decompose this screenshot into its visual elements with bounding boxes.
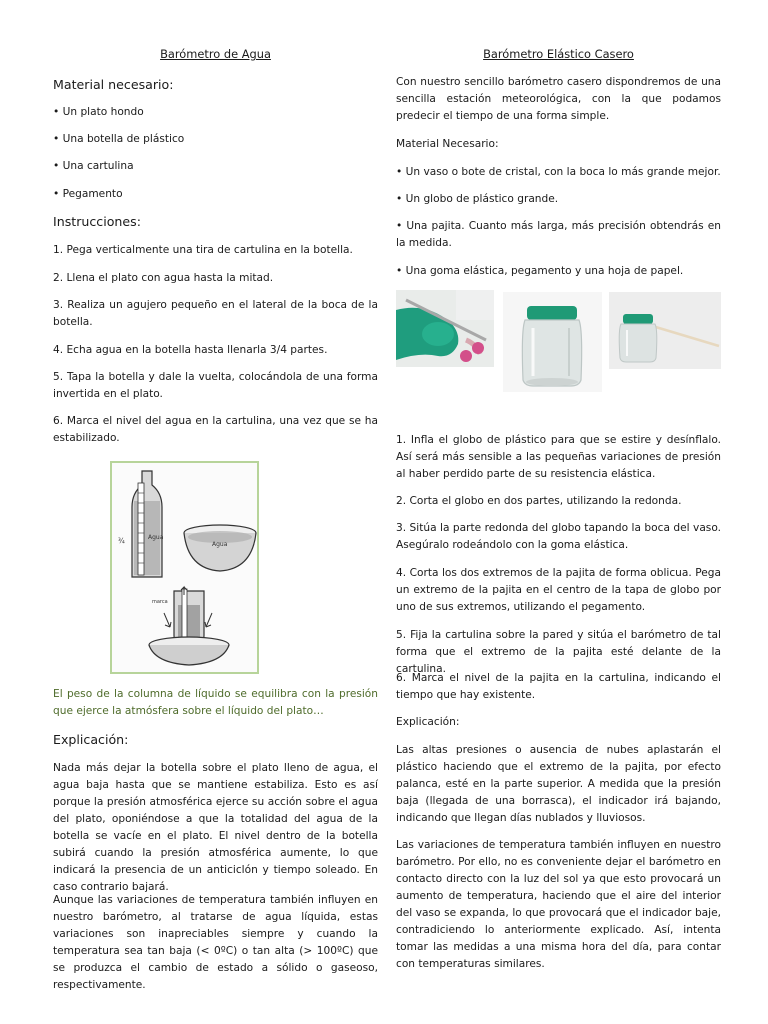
material-item: • Un vaso o bote de cristal, con la boca lo más grande mejor. [396, 166, 721, 178]
right-title: Barómetro Elástico Casero [483, 47, 634, 61]
explanation-paragraph: Las altas presiones o ausencia de nubes aplastarán el plástico haciendo que el extremo de la pajita, por efecto palanca, esté en la parte superior. A medida que la presión baja (llegada de una borrasca), el indicador irá bajando, indicando que llegan días nublados y lluviosos. [396, 744, 721, 824]
material-item: • Un globo de plástico grande. [396, 193, 559, 205]
intro-paragraph: Con nuestro sencillo barómetro casero dispondremos de una sencilla estación meteorológica, con la que podamos predecir el tiempo de una forma simple. [396, 76, 721, 122]
bottle-water-label: Agua [148, 534, 164, 541]
step-item: 6. Marca el nivel de la pajita en la cartulina, indicando el tiempo que hay existente. [396, 672, 721, 701]
balloon-cutting-photo [396, 290, 494, 367]
step-item: 5. Tapa la botella y dale la vuelta, colocándola de una forma invertida en el plato. [53, 371, 378, 400]
step-item: 1. Pega verticalmente una tira de cartulina en la botella. [53, 244, 353, 256]
explanation-heading: Explicación: [53, 732, 129, 747]
jar-with-straw-photo [609, 292, 721, 369]
instructions-heading: Instrucciones: [53, 214, 141, 229]
material-item: • Una goma elástica, pegamento y una hoja de papel. [396, 265, 684, 277]
step-item: 3. Sitúa la parte redonda del globo tapando la boca del vaso. Asegúralo rodeándolo con la goma elástica. [396, 522, 721, 551]
explanation-paragraph: Las variaciones de temperatura también influyen en nuestro barómetro. Por ello, no es conveniente dejar el barómetro en contacto directo con la luz del sol ya que esto provocará un aumento de temperatura, haciendo que el aire del interior del vaso se expanda, lo que provocará que el indicador baje, contradiciendo lo anteriormente explicado. Así, intenta tomar las medidas a una misma hora del día, para contar con temperaturas similares. [396, 839, 721, 970]
step-item: 5. Fija la cartulina sobre la pared y sitúa el barómetro de tal forma que el extremo de la pajita esté delante de la cartulina. [396, 629, 721, 675]
step-item: 1. Infla el globo de plástico para que se estire y desínflalo. Así será más sensible a las pequeñas variaciones de presión al haber perdido parte de su resistencia elástica. [396, 434, 721, 480]
step-item: 2. Llena el plato con agua hasta la mitad. [53, 272, 274, 284]
step-item: 4. Echa agua en la botella hasta llenarla 3/4 partes. [53, 344, 328, 356]
explanation-paragraph: Aunque las variaciones de temperatura también influyen en nuestro barómetro, al tratarse de agua líquida, estas variaciones son inapreciables siempre y cuando la temperatura sea tan baja (< 0ºC) o tan alta (> 100ºC) que se produzca el cambio de estado a sólido o gaseoso, respectivamente. [53, 894, 378, 991]
material-item: • Pegamento [53, 188, 123, 200]
right-column [396, 0, 721, 1024]
explanation-paragraph: Nada más dejar la botella sobre el plato lleno de agua, el agua baja hasta que se mantiene estabiliza. Esto es así porque la presión atmosférica ejerce su acción sobre el agua del plato, oponiéndose a que la totalidad del agua de la botella se vacíe en el plato. El nivel dentro de la botella subirá cuando la presión atmosférica aumente, lo que indicará la presencia de un anticiclón y tiempo soleado. En caso contrario bajará. [53, 762, 378, 893]
svg-text:¾: ¾ [118, 537, 125, 545]
water-barometer-illustration [112, 463, 257, 672]
left-title: Barómetro de Agua [160, 47, 271, 61]
step-item: 6. Marca el nivel del agua en la cartulina, una vez que se ha estabilizado. [53, 415, 378, 444]
material-item: • Una cartulina [53, 160, 134, 172]
material-item: • Un plato hondo [53, 106, 144, 118]
material-item: • Una pajita. Cuanto más larga, más precisión obtendrás en la medida. [396, 220, 721, 249]
mark-label: marca [152, 599, 168, 605]
step-item: 4. Corta los dos extremos de la pajita de forma oblicua. Pega un extremo de la pajita en el centro de la tapa de globo por uno de sus extremos, utilizando el pegamento. [396, 567, 721, 613]
materials-heading: Material necesario: [53, 77, 174, 92]
materials-heading: Material Necesario: [396, 138, 499, 150]
left-column [53, 0, 378, 1024]
step-item: 2. Corta el globo en dos partes, utilizando la redonda. [396, 495, 682, 507]
explanation-heading: Explicación: [396, 716, 460, 728]
figure-caption: El peso de la columna de líquido se equilibra con la presión que ejerce la atmósfera sobre el líquido del plato… [53, 688, 378, 717]
water-barometer-figure [110, 461, 259, 674]
glass-jar-photo [503, 292, 602, 392]
material-item: • Una botella de plástico [53, 133, 185, 145]
step-item: 3. Realiza un agujero pequeño en el lateral de la boca de la botella. [53, 299, 378, 328]
bowl-water-label: Agua [212, 541, 228, 548]
